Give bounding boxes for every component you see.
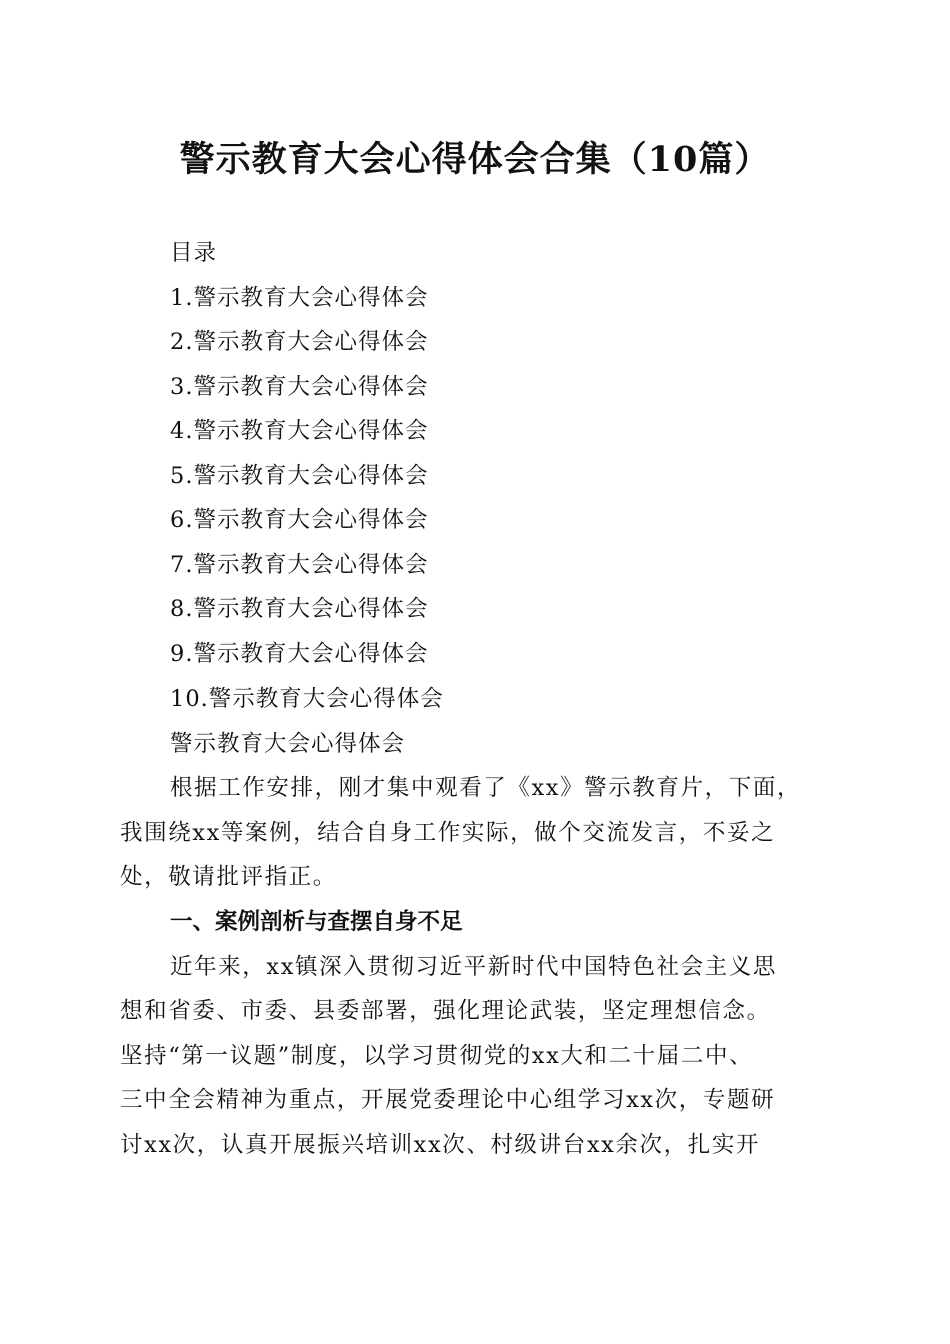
section-heading: 一、案例剖析与查摆自身不足 <box>170 909 463 935</box>
section-line-3: 坚持“第一议题”制度，以学习贯彻党的xx大和二十届二中、 <box>120 1043 754 1069</box>
document-title: 警示教育大会心得体会合集（10篇） <box>179 139 771 180</box>
section-line-5: 讨xx次，认真开展振兴培训xx次、村级讲台xx余次，扎实开 <box>120 1132 761 1158</box>
toc-item-7: 7.警示教育大会心得体会 <box>170 552 429 578</box>
section-line-2: 想和省委、市委、县委部署，强化理论武装，坚定理想信念。 <box>120 998 771 1024</box>
intro-line-2: 我围绕xx等案例，结合自身工作实际，做个交流发言，不妥之 <box>120 820 776 846</box>
toc-item-10: 10.警示教育大会心得体会 <box>170 686 444 712</box>
toc-item-1: 1.警示教育大会心得体会 <box>170 285 429 311</box>
toc-item-9: 9.警示教育大会心得体会 <box>170 641 429 667</box>
toc-item-6: 6.警示教育大会心得体会 <box>170 507 429 533</box>
toc-item-5: 5.警示教育大会心得体会 <box>170 463 429 489</box>
toc-item-8: 8.警示教育大会心得体会 <box>170 596 429 622</box>
article-title: 警示教育大会心得体会 <box>170 731 406 757</box>
toc-label: 目录 <box>170 240 218 266</box>
toc-item-4: 4.警示教育大会心得体会 <box>170 418 429 444</box>
section-line-4: 三中全会精神为重点，开展党委理论中心组学习xx次，专题研 <box>120 1087 776 1113</box>
intro-line-3: 处，敬请批评指正。 <box>120 864 337 890</box>
intro-line-1: 根据工作安排，刚才集中观看了《xx》警示教育片，下面， <box>170 775 802 801</box>
toc-item-3: 3.警示教育大会心得体会 <box>170 374 429 400</box>
section-line-1: 近年来，xx镇深入贯彻习近平新时代中国特色社会主义思 <box>170 954 777 980</box>
toc-item-2: 2.警示教育大会心得体会 <box>170 329 429 355</box>
